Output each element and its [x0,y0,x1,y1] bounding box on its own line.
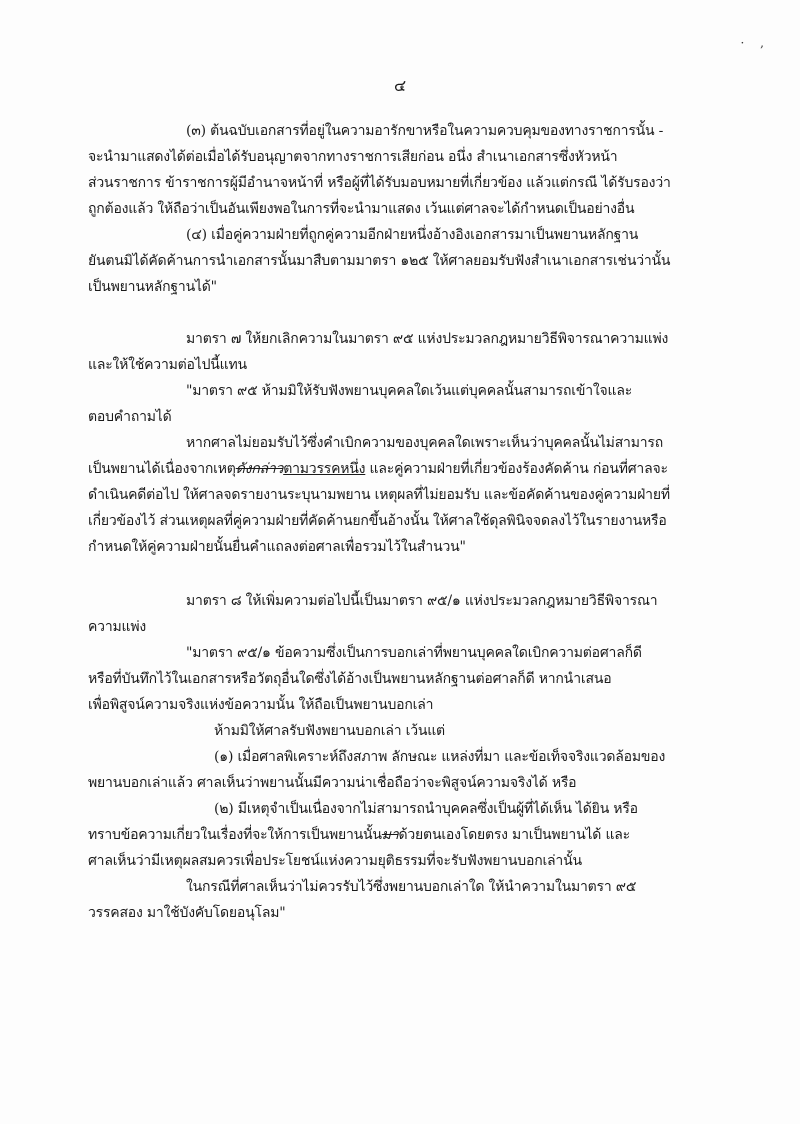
text-line: กำหนดให้คู่ความฝ่ายนั้นยื่นคำแถลงต่อศาลเพื่อรวมไว้ในสำนวน" [88,539,466,555]
text-line: "มาตรา ๙๕/๑ ข้อความซึ่งเป็นการบอกเล่าที่พยานบุคคลใดเบิกความต่อศาลก็ดี [186,645,642,661]
text-line: ความแพ่ง [88,619,147,635]
text-line: (๓) ต้นฉบับเอกสารที่อยู่ในความอารักขาหรือในความควบคุมของทางราชการนั้น - [186,123,664,139]
text-line: เป็นพยานหลักฐานได้" [88,279,217,295]
text-line: ในกรณีที่ศาลเห็นว่าไม่ควรรับไว้ซึ่งพยานบอกเล่าใด ให้นำความในมาตรา ๙๕ [186,879,637,895]
text-line: วรรคสอง มาใช้บังคับโดยอนุโลม" [88,905,286,921]
text-segment: เป็นพยานได้เนื่องจากเหตุ [88,461,236,477]
text-line: พยานบอกเล่าแล้ว ศาลเห็นว่าพยานนั้นมีความน่าเชื่อถือว่าจะพิสูจน์ความจริงได้ หรือ [88,775,577,791]
text-line [88,458,668,480]
text-line: จะนำมาแสดงได้ต่อเมื่อได้รับอนุญาตจากทางราชการเสียก่อน อนึ่ง สำเนาเอกสารซึ่งหัวหน้า [88,149,618,165]
text-line: (๑) เมื่อศาลพิเคราะห์ถึงสภาพ ลักษณะ แหล่งที่มา และข้อเท็จจริงแวดล้อมของ [214,749,666,765]
text-line: เพื่อพิสูจน์ความจริงแห่งข้อความนั้น ให้ถือเป็นพยานบอกเล่า [88,697,434,713]
text-line: ห้ามมิให้ศาลรับฟังพยานบอกเล่า เว้นแต่ [214,723,445,739]
text-line: และให้ใช้ความต่อไปนี้แทน [88,357,247,373]
text-line: มาตรา ๘ ให้เพิ่มความต่อไปนี้เป็นมาตรา ๙๕/๑ แห่งประมวลกฎหมายวิธีพิจารณา [186,593,658,609]
text-line: ส่วนราชการ ข้าราชการผู้มีอำนาจหน้าที่ หรือผู้ที่ได้รับมอบหมายที่เกี่ยวข้อง แล้วแต่กรณี ได้รับรองว่า [88,175,671,191]
text-line: (๒) มีเหตุจำเป็นเนื่องจากไม่สามารถนำบุคคลซึ่งเป็นผู้ที่ได้เห็น ได้ยิน หรือ [214,801,638,817]
text-line: ศาลเห็นว่ามีเหตุผลสมควรเพื่อประโยชน์แห่งความยุติธรรมที่จะรับฟังพยานบอกเล่านั้น [88,853,582,869]
text-line: เกี่ยวข้องไว้ ส่วนเหตุผลที่คู่ความฝ่ายที่คัดค้านยกขึ้นอ้างนั้น ให้ศาลใช้ดุลพินิจจดลงไว้ในรายงานหรือ [88,513,667,529]
text-line: "มาตรา ๙๕ ห้ามมิให้รับฟังพยานบุคคลใดเว้นแต่บุคคลนั้นสามารถเข้าใจและ [186,383,633,399]
text-line: ยันตนมิได้คัดค้านการนำเอกสารนั้นมาสืบตามมาตรา ๑๒๕ ให้ศาลยอมรับฟังสำเนาเอกสารเช่นว่านั้น [88,253,671,269]
text-line [88,824,630,846]
text-line: ถูกต้องแล้ว ให้ถือว่าเป็นอันเพียงพอในการที่จะนำมาแสดง เว้นแต่ศาลจะได้กำหนดเป็นอย่างอื่น [88,201,635,217]
text-segment: ทราบข้อความเกี่ยวในเรื่องที่จะให้การเป็นพยานนั้น [88,827,382,843]
struck-text: มา [381,827,399,843]
text-line: หากศาลไม่ยอมรับไว้ซึ่งคำเบิกความของบุคคลใดเพราะเห็นว่าบุคคลนั้นไม่สามารถ [186,435,663,451]
text-line: มาตรา ๗ ให้ยกเลิกความในมาตรา ๙๕ แห่งประมวลกฎหมายวิธีพิจารณาความแพ่ง [186,331,669,347]
text-line: ดำเนินคดีต่อไป ให้ศาลจดรายงานระบุนามพยาน เหตุผลที่ไม่ยอมรับ และข้อคัดค้านของคู่ความฝ่ายที่ [88,487,670,503]
scan-specks: · , [740,36,770,50]
text-line: (๔) เมื่อคู่ความฝ่ายที่ถูกคู่ความอีกฝ่ายหนึ่งอ้างอิงเอกสารมาเป็นพยานหลักฐาน [186,227,639,243]
text-segment: ด้วยตนเองโดยตรง มาเป็นพยานได้ และ [398,827,630,843]
text-line: ตอบคำถามได้ [88,409,172,425]
struck-text: ดังกล่าว [235,461,284,477]
inserted-text: ตามวรรคหนึ่ง [283,461,366,477]
text-line: หรือที่บันทึกไว้ในเอกสารหรือวัตถุอื่นใดซึ่งได้อ้างเป็นพยานหลักฐานต่อศาลก็ดี หากนำเสนอ [88,671,612,687]
page-number: ๔ [393,76,407,95]
text-segment: และคู่ความฝ่ายที่เกี่ยวข้องร้องคัดค้าน ก่อนที่ศาลจะ [365,461,668,477]
